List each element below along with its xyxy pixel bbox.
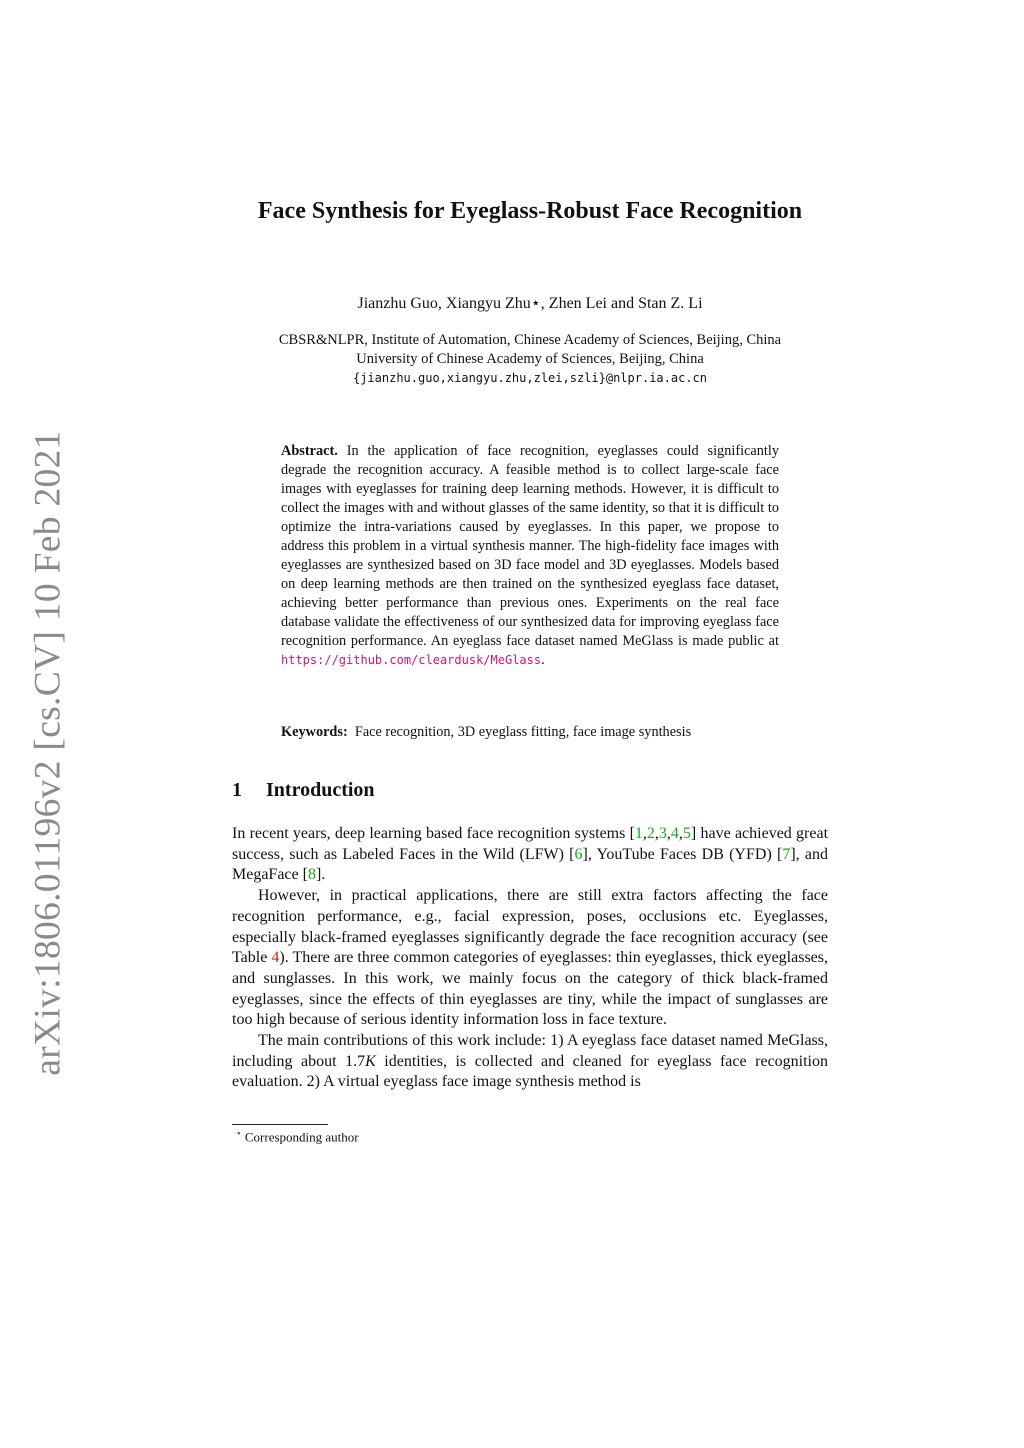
section-heading: [232, 779, 375, 802]
section-number: 1: [232, 779, 242, 801]
arxiv-stamp: [27, 430, 69, 1076]
citation-link[interactable]: 8: [307, 866, 316, 884]
paper-title: Face Synthesis for Eyeglass-Robust Face Recognition: [257, 198, 803, 224]
dataset-link[interactable]: https://github.com/cleardusk/MeGlass: [281, 653, 542, 667]
footnote-rule: [232, 1124, 328, 1125]
intro-paragraph-2: However, in practical applications, there are still extra factors affecting the face recognition performance, e.g., facial expression, poses, occlusions etc. Eyeglasses, especially black-framed eyeglasses significantly degrade the face recognition accuracy (see Table 4). There are three common categories of eyeglasses: thin eyeglasses, thick eyeglasses, and sunglasses. In this work, we mainly focus on the category of thick black-framed eyeglasses, since the effects of thin eyeglasses are tiny, while the impact of sunglasses are too high because of serious identity information loss in face texture.: [232, 887, 828, 1029]
footnote-text: Corresponding author: [244, 1129, 359, 1145]
arxiv-id: arXiv:1806.01196v2 [cs.CV] 10 Feb 2021: [27, 430, 69, 1076]
citation-link[interactable]: 4: [670, 825, 679, 842]
citation-link[interactable]: 5: [682, 825, 691, 842]
keywords: [281, 724, 801, 741]
citation-link[interactable]: 7: [782, 845, 791, 863]
intro-paragraph-3: The main contributions of this work include: 1) A eyeglass face dataset named MeGlass, including about 1.7K identities, is collected and cleaned for eyeglass face recognition evaluation. 2) A virtual eyeglass face image synthesis method is: [232, 1032, 829, 1091]
section-title: Introduction: [266, 779, 375, 801]
table-ref-link[interactable]: 4: [271, 949, 280, 967]
intro-paragraph-1: In recent years, deep learning based face recognition systems [1,2,3,4,5] have achieved great success, such as Labeled Faces in the Wild (LFW) [6], YouTube Faces DB (YFD) [7], and MegaFace [8].: [232, 825, 829, 884]
footnote: [236, 1128, 359, 1145]
citation-link[interactable]: 3: [658, 825, 667, 842]
citation-link[interactable]: 1: [634, 825, 643, 842]
keywords-label: Keywords:: [281, 724, 348, 740]
abstract-label: Abstract.: [281, 443, 338, 459]
footnote-mark: ⋆: [236, 1128, 242, 1138]
affiliation-1: CBSR&NLPR, Institute of Automation, Chinese Academy of Sciences, Beijing, China: [278, 332, 782, 348]
citation-link[interactable]: 6: [574, 845, 583, 863]
affiliation-2: University of Chinese Academy of Sciences, Beijing, China: [356, 351, 704, 367]
abstract-text: In the application of face recognition, eyeglasses could significantly degrade the recognition accuracy. A feasible method is to collect large-scale face images with eyeglasses for training deep learning methods. However, it is difficult to collect the images with and without glasses of the same identity, so that it is difficult to optimize the intra-variations caused by eyeglasses. In this paper, we propose to address this problem in a virtual synthesis manner. The high-fidelity face images with eyeglasses are synthesized based on 3D face model and 3D eyeglasses. Models based on deep learning methods are then trained on the synthesized eyeglass face dataset, achieving better performance than previous ones. Experiments on the real face database validate the effectiveness of our synthesized data for improving eyeglass face recognition performance. An eyeglass face dataset named MeGlass is made public at: [281, 443, 779, 649]
citation-link[interactable]: 2: [646, 825, 655, 842]
abstract-end: .: [541, 652, 545, 668]
keywords-text: Face recognition, 3D eyeglass fitting, face image synthesis: [354, 724, 692, 740]
author-list: Jianzhu Guo, Xiangyu Zhu⋆, Zhen Lei and Stan Z. Li: [357, 295, 703, 312]
author-emails: {jianzhu.guo,xiangyu.zhu,zlei,szli}@nlpr.ia.ac.cn: [352, 371, 707, 385]
intro-body: [232, 824, 828, 1093]
affiliations: [180, 331, 880, 388]
abstract: [281, 442, 779, 670]
